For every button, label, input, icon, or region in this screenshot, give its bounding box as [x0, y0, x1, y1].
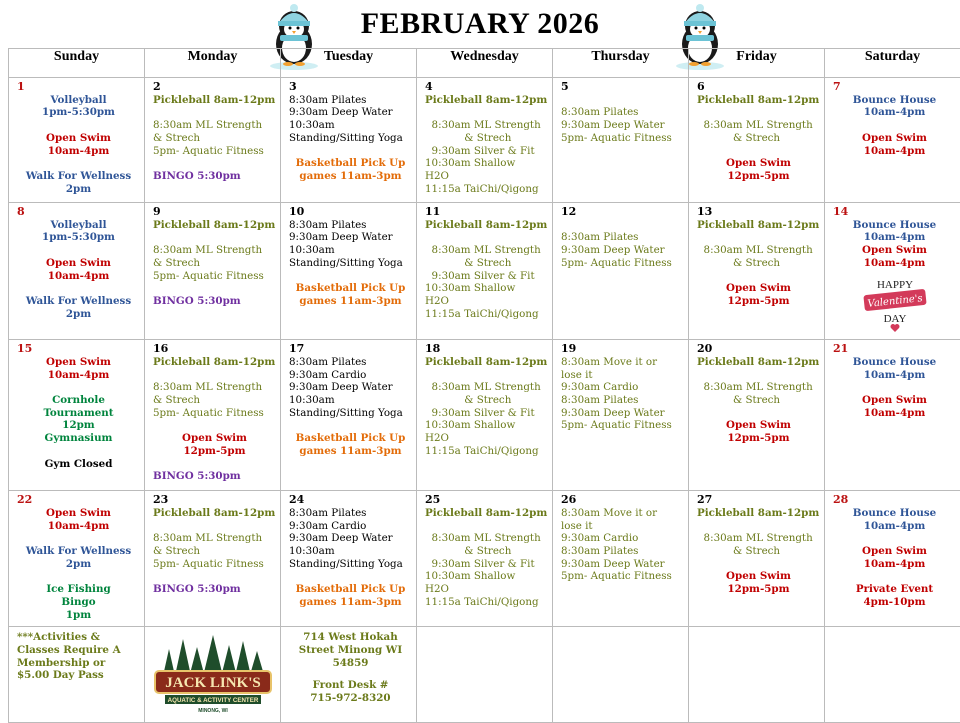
event-text: Pickleball 8am-12pm [425, 219, 548, 232]
week-row [9, 203, 960, 340]
day-cell-content [417, 203, 552, 322]
logo-subtitle: AQUATIC & ACTIVITY CENTER [167, 697, 258, 704]
event-text: BINGO 5:30pm [153, 295, 276, 308]
address: 714 West Hokah Street Minong WI 54859 [281, 627, 416, 671]
spacer [153, 282, 276, 295]
footer-address-cell [281, 627, 417, 723]
day-cell-content [417, 78, 552, 197]
day-number: 12 [561, 206, 684, 219]
day-number: 15 [17, 343, 140, 356]
event-text: Walk For Wellness 2pm [17, 170, 140, 195]
day-cell [281, 203, 417, 340]
logo-location: MINONG, WI [198, 708, 228, 714]
weekday-monday: Monday [145, 49, 281, 78]
day-number: 23 [153, 494, 276, 507]
day-number: 2 [153, 81, 276, 94]
day-cell-content [9, 203, 144, 322]
event-text: Open Swim 12pm-5pm [697, 157, 820, 182]
spacer [289, 419, 412, 432]
day-cell [553, 491, 689, 627]
event-text: Pickleball 8am-12pm [697, 356, 820, 369]
spacer [17, 445, 140, 458]
event-text: Pickleball 8am-12pm [153, 219, 276, 232]
day-cell [417, 203, 553, 340]
spacer [561, 94, 684, 107]
day-cell [9, 78, 145, 203]
spacer [153, 106, 276, 119]
spacer [17, 244, 140, 257]
spacer [697, 558, 820, 571]
spacer [425, 369, 548, 382]
spacer [17, 381, 140, 394]
day-cell-content [9, 340, 144, 472]
spacer [153, 458, 276, 471]
day-cell-content [825, 491, 960, 610]
event-text: 8:30am Move it or lose it 9:30am Cardio 8:30am Pilates 9:30am Deep Water 5pm- Aquatic Fitness [561, 356, 684, 432]
day-cell [417, 340, 553, 491]
spacer [697, 270, 820, 283]
event-text: Open Swim 10am-4pm [17, 257, 140, 282]
event-text: 8:30am Pilates 9:30am Deep Water 5pm- Aquatic Fitness [561, 231, 684, 269]
spacer [697, 369, 820, 382]
footer-note-cell [9, 627, 145, 723]
day-cell-content [553, 78, 688, 147]
day-number: 7 [833, 81, 956, 94]
spacer [153, 157, 276, 170]
event-text: 8:30am ML Strength & Strech 9:30am Silver & Fit 10:30am Shallow H2O 11:15a TaiChi/Qigong [425, 532, 548, 608]
event-text: Open Swim 10am-4pm [17, 356, 140, 381]
day-number: 6 [697, 81, 820, 94]
day-cell [689, 340, 825, 491]
day-cell-content [281, 203, 416, 310]
day-number: 25 [425, 494, 548, 507]
day-number: 22 [17, 494, 140, 507]
day-cell [281, 340, 417, 491]
day-number: 19 [561, 343, 684, 356]
event-text: 8:30am ML Strength & Strech 5pm- Aquatic Fitness [153, 244, 276, 282]
week-row [9, 491, 960, 627]
event-text: Bounce House 10am-4pm [833, 219, 956, 244]
event-text: Basketball Pick Up games 11am-3pm [289, 583, 412, 608]
event-text: Bounce House 10am-4pm [833, 94, 956, 119]
event-text: Open Swim 12pm-5pm [697, 570, 820, 595]
day-cell-content [825, 78, 960, 159]
spacer [153, 520, 276, 533]
day-cell [9, 340, 145, 491]
day-cell-content [417, 491, 552, 610]
event-text: Open Swim 12pm-5pm [697, 419, 820, 444]
spacer [425, 231, 548, 244]
event-text: 8:30am ML Strength & Strech [697, 381, 820, 406]
membership-note: ***Activities & Classes Require A Membership or $5.00 Day Pass [9, 627, 144, 684]
day-number: 8 [17, 206, 140, 219]
day-cell [553, 203, 689, 340]
page-title: FEBRUARY 2026 [0, 0, 960, 48]
day-cell [825, 491, 960, 627]
week-row [9, 78, 960, 203]
valentine-heart-icon [860, 272, 930, 334]
day-number: 3 [289, 81, 412, 94]
event-text: Open Swim 10am-4pm [17, 507, 140, 532]
event-text: Pickleball 8am-12pm [697, 507, 820, 520]
day-cell-content [825, 340, 960, 421]
day-cell-content [417, 340, 552, 459]
spacer [697, 407, 820, 420]
weekday-wednesday: Wednesday [417, 49, 553, 78]
event-text: 8:30am ML Strength & Strech [697, 244, 820, 269]
day-cell-content [145, 203, 280, 310]
day-cell [281, 491, 417, 627]
valentine-line1: HAPPY [876, 279, 912, 291]
spacer [17, 119, 140, 132]
empty-cell [417, 627, 553, 723]
day-cell [417, 78, 553, 203]
event-text: Basketball Pick Up games 11am-3pm [289, 157, 412, 182]
day-cell [9, 203, 145, 340]
day-cell [689, 203, 825, 340]
spacer [561, 219, 684, 232]
front-desk-phone: Front Desk # 715-972-8320 [281, 671, 416, 706]
footer-logo-cell [145, 627, 281, 723]
day-cell [825, 78, 960, 203]
event-text: 8:30am ML Strength & Strech 5pm- Aquatic Fitness [153, 381, 276, 419]
empty-cell [689, 627, 825, 723]
event-text: 8:30am Pilates 9:30am Cardio 9:30am Deep Water 10:30am Standing/Sitting Yoga [289, 356, 412, 420]
day-cell-content [553, 340, 688, 434]
event-text: Basketball Pick Up games 11am-3pm [289, 282, 412, 307]
day-cell-content [689, 340, 824, 447]
valentine-line2: Valentine's [867, 293, 923, 310]
day-number: 4 [425, 81, 548, 94]
day-number: 10 [289, 206, 412, 219]
day-number: 17 [289, 343, 412, 356]
weekday-tuesday: Tuesday [281, 49, 417, 78]
day-cell [145, 491, 281, 627]
event-text: Walk For Wellness 2pm [17, 545, 140, 570]
spacer [697, 520, 820, 533]
spacer [289, 270, 412, 283]
event-text: Cornhole Tournament 12pm Gymnasium [17, 394, 140, 445]
event-text: Open Swim 10am-4pm [833, 545, 956, 570]
day-number: 18 [425, 343, 548, 356]
jack-links-logo [151, 629, 275, 717]
day-number: 5 [561, 81, 684, 94]
event-text: Open Swim 12pm-5pm [697, 282, 820, 307]
day-cell [145, 203, 281, 340]
week-row [9, 340, 960, 491]
day-cell-content [281, 491, 416, 610]
event-text: Pickleball 8am-12pm [425, 507, 548, 520]
event-text: 8:30am Move it or lose it 9:30am Cardio 8:30am Pilates 9:30am Deep Water 5pm- Aquatic Fitness [561, 507, 684, 583]
event-text: Open Swim 10am-4pm [17, 132, 140, 157]
day-number: 13 [697, 206, 820, 219]
event-text: Bounce House 10am-4pm [833, 507, 956, 532]
spacer [289, 570, 412, 583]
spacer [17, 157, 140, 170]
day-cell [825, 203, 960, 340]
event-text: 8:30am Pilates 9:30am Deep Water 10:30am Standing/Sitting Yoga [289, 219, 412, 270]
event-text: Bounce House 10am-4pm [833, 356, 956, 381]
event-text: 8:30am ML Strength & Strech [697, 532, 820, 557]
day-cell-content [145, 340, 280, 485]
weekday-friday: Friday [689, 49, 825, 78]
event-text: Open Swim 10am-4pm [833, 244, 956, 269]
weekday-thursday: Thursday [553, 49, 689, 78]
event-text: Pickleball 8am-12pm [697, 219, 820, 232]
day-number: 1 [17, 81, 140, 94]
spacer [697, 231, 820, 244]
event-text: 8:30am ML Strength & Strech 5pm- Aquatic Fitness [153, 119, 276, 157]
event-text: Volleyball 1pm-5:30pm [17, 94, 140, 119]
event-text: Basketball Pick Up games 11am-3pm [289, 432, 412, 457]
spacer [833, 570, 956, 583]
day-cell-content [689, 203, 824, 310]
spacer [153, 369, 276, 382]
day-cell-content [9, 78, 144, 197]
spacer [153, 570, 276, 583]
day-cell-content [145, 78, 280, 185]
spacer [697, 106, 820, 119]
valentines-badge [833, 272, 956, 338]
day-cell [689, 491, 825, 627]
event-text: BINGO 5:30pm [153, 470, 276, 483]
spacer [425, 106, 548, 119]
day-cell [145, 340, 281, 491]
event-text: Open Swim 10am-4pm [833, 132, 956, 157]
spacer [833, 119, 956, 132]
day-cell [9, 491, 145, 627]
event-text: 8:30am Pilates 9:30am Deep Water 5pm- Aquatic Fitness [561, 106, 684, 144]
event-text: 8:30am Pilates 9:30am Cardio 9:30am Deep Water 10:30am Standing/Sitting Yoga [289, 507, 412, 571]
day-cell-content [145, 491, 280, 598]
day-number: 24 [289, 494, 412, 507]
calendar-grid [8, 48, 960, 723]
day-number: 16 [153, 343, 276, 356]
spacer [17, 532, 140, 545]
event-text: Walk For Wellness 2pm [17, 295, 140, 320]
event-text: 8:30am ML Strength & Strech [697, 119, 820, 144]
spacer [833, 532, 956, 545]
empty-cell [553, 627, 689, 723]
event-text: 8:30am ML Strength & Strech 9:30am Silver & Fit 10:30am Shallow H2O 11:15a TaiChi/Qigong [425, 381, 548, 457]
event-text: BINGO 5:30pm [153, 583, 276, 596]
day-cell [145, 78, 281, 203]
valentine-line3: DAY [883, 313, 906, 325]
day-cell [689, 78, 825, 203]
footer-row [9, 627, 960, 723]
event-text: 8:30am ML Strength & Strech 5pm- Aquatic Fitness [153, 532, 276, 570]
spacer [833, 381, 956, 394]
day-cell [825, 340, 960, 491]
day-cell-content [281, 340, 416, 459]
day-cell [417, 491, 553, 627]
event-text: Pickleball 8am-12pm [425, 356, 548, 369]
day-number: 11 [425, 206, 548, 219]
event-text: Volleyball 1pm-5:30pm [17, 219, 140, 244]
day-cell-content [553, 203, 688, 272]
spacer [153, 231, 276, 244]
day-cell [553, 78, 689, 203]
day-cell-content [689, 78, 824, 185]
day-number: 28 [833, 494, 956, 507]
day-cell-content [553, 491, 688, 585]
spacer [697, 145, 820, 158]
event-text: Pickleball 8am-12pm [153, 356, 276, 369]
weekday-sunday: Sunday [9, 49, 145, 78]
event-text: Pickleball 8am-12pm [697, 94, 820, 107]
event-text: Pickleball 8am-12pm [425, 94, 548, 107]
day-number: 14 [833, 206, 956, 219]
event-text: Open Swim 12pm-5pm [153, 432, 276, 457]
weekday-saturday: Saturday [825, 49, 960, 78]
logo-name: JACK LINK'S [165, 675, 260, 691]
day-number: 20 [697, 343, 820, 356]
spacer [425, 520, 548, 533]
event-text: Private Event 4pm-10pm [833, 583, 956, 608]
day-cell-content [825, 203, 960, 339]
event-text: Gym Closed [17, 458, 140, 471]
spacer [17, 570, 140, 583]
event-text: Pickleball 8am-12pm [153, 94, 276, 107]
day-cell [553, 340, 689, 491]
day-cell-content [281, 78, 416, 185]
day-number: 9 [153, 206, 276, 219]
event-text: 8:30am Pilates 9:30am Deep Water 10:30am Standing/Sitting Yoga [289, 94, 412, 145]
spacer [289, 145, 412, 158]
spacer [17, 282, 140, 295]
event-text: Open Swim 10am-4pm [833, 394, 956, 419]
day-cell-content [689, 491, 824, 598]
day-number: 21 [833, 343, 956, 356]
event-text: Ice Fishing Bingo 1pm [17, 583, 140, 621]
event-text: 8:30am ML Strength & Strech 9:30am Silver & Fit 10:30am Shallow H2O 11:15a TaiChi/Qigong [425, 244, 548, 320]
spacer [153, 419, 276, 432]
empty-cell [825, 627, 960, 723]
event-text: BINGO 5:30pm [153, 170, 276, 183]
event-text: Pickleball 8am-12pm [153, 507, 276, 520]
day-number: 27 [697, 494, 820, 507]
event-text: 8:30am ML Strength & Strech 9:30am Silver & Fit 10:30am Shallow H2O 11:15a TaiChi/Qigong [425, 119, 548, 195]
day-number: 26 [561, 494, 684, 507]
day-cell-content [9, 491, 144, 623]
weekday-header-row [9, 49, 960, 78]
day-cell [281, 78, 417, 203]
